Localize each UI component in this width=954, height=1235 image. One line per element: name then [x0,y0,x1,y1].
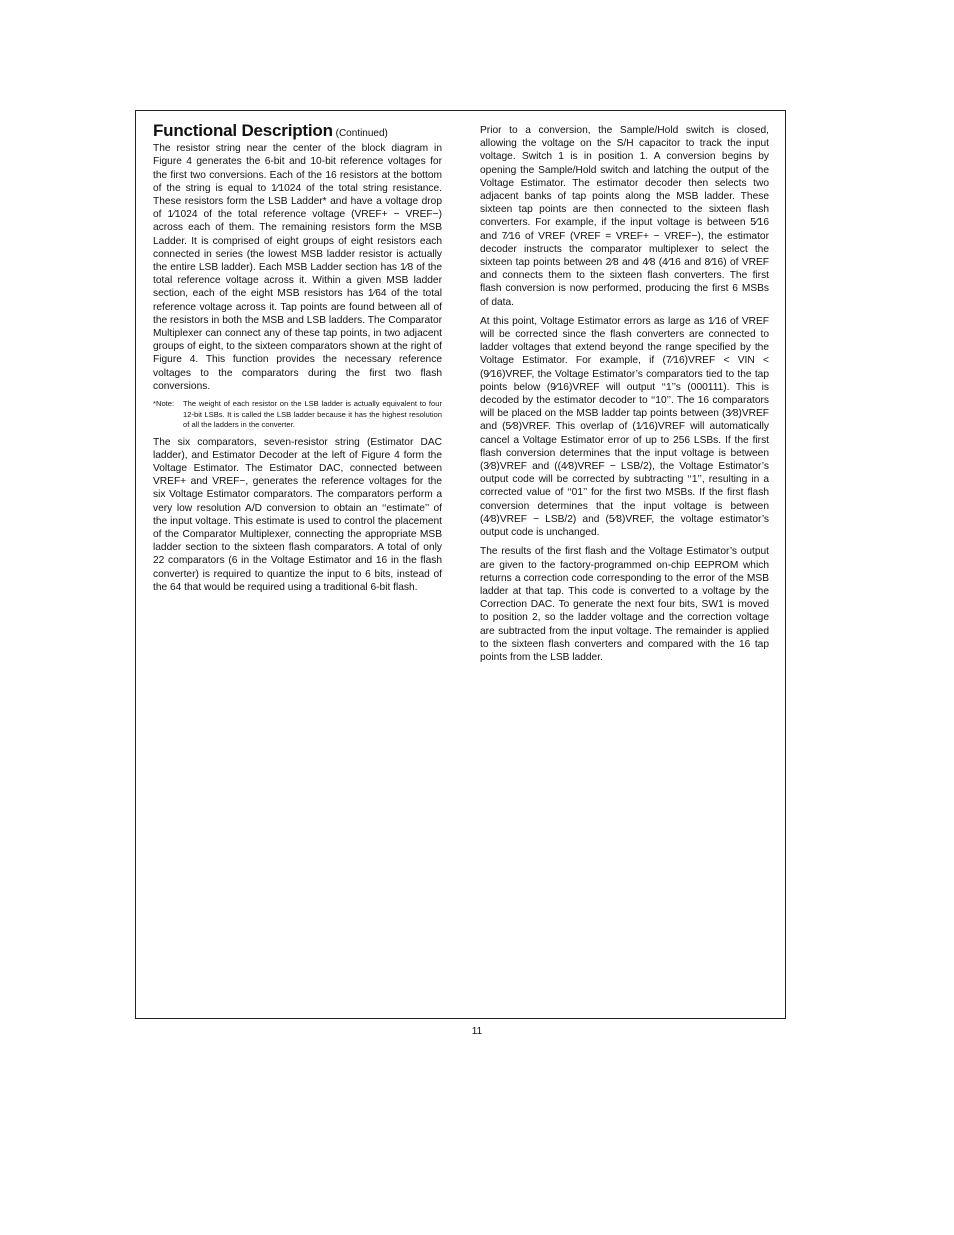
paragraph: The results of the first flash and the Voltage Estimator’s output are given to the factory-programmed on-chip EEPROM which returns a correction code corresponding to the error of the MSB ladder at that tap. This code is converted to a voltage by the Correction DAC. To generate the next four bits, SW1 is moved to position 2, so the ladder voltage and the correction voltage are subtracted from the input voltage. The remainder is applied to the sixteen flash converters and compared with the 16 tap points from the LSB ladder. [480,546,769,663]
page-number: 11 [471,1026,483,1037]
footnote-text: The weight of each resistor on the LSB ladder is actually equivalent to four 12-bit LSBs. It is called the LSB ladder because it has the highest resolution of all the ladders in the converter. [183,399,442,430]
paragraph: The six comparators, seven-resistor string (Estimator DAC ladder), and Estimator Decoder at the left of Figure 4 form the Voltage Estimator. The Estimator DAC, connected between VREF+ and VREF−, generates the reference voltages for the six Voltage Estimator comparators. The comparators perform a very low resolution A/D conversion to obtain an ‘‘estimate’’ of the input voltage. This estimate is used to control the placement of the Comparator Multiplexer, connecting the appropriate MSB ladder section to the sixteen flash comparators. A total of only 22 comparators (6 in the Voltage Estimator and 16 in the flash converter) is required to quantize the input to 6 bits, instead of the 64 that would be required using a traditional 6-bit flash. [153,436,442,593]
paragraph: At this point, Voltage Estimator errors as large as 1⁄16 of VREF will be corrected since the flash converters are connected to ladder voltages that extend beyond the range specified by the Voltage Estimator. For example, if (7⁄16)VREF < VIN < (9⁄16)VREF, the Voltage Estimator’s comparators tied to the tap points below (9⁄16)VREF will output ‘‘1’’s (000111). This is decoded by the estimator decoder to ‘‘10’’. The 16 comparators will be placed on the MSB ladder tap points between (3⁄8)VREF and (5⁄8)VREF. This overlap of (1⁄16)VREF will automatically cancel a Voltage Estimator error of up to 256 LSBs. If the first flash conversion determines that the input voltage is between (3⁄8)VREF and ((4⁄8)VREF − LSB/2), the Voltage Estimator’s output code will be corrected by subtracting ‘‘1’’, resulting in a corrected value of ‘‘01’’ for the first two MSBs. If the first flash conversion determines that the input voltage is between (4⁄8)VREF − LSB/2) and (5⁄8)VREF, the voltage estimator’s output code is unchanged. [480,315,769,539]
paragraph: The resistor string near the center of the block diagram in Figure 4 generates the 6-bit and 10-bit reference voltages for the first two conversions. Each of the 16 resistors at the bottom of the string is equal to 1⁄1024 of the total string resistance. These resistors form the LSB Ladder* and have a voltage drop of 1⁄1024 of the total reference voltage (VREF+ − VREF−) across each of them. The remaining resistors form the MSB Ladder. It is comprised of eight groups of eight resistors each connected in series (the lowest MSB ladder resistor is actually the entire LSB ladder). Each MSB Ladder section has 1⁄8 of the total reference voltage across it. Within a given MSB ladder section, each of the eight MSB resistors has 1⁄64 of the total reference voltage across it. Tap points are found between all of the resistors in both the MSB and LSB ladders. The Comparator Multiplexer can connect any of these tap points, in two adjacent groups of eight, to the sixteen comparators shown at the right of Figure 4. This function provides the necessary reference voltages to the comparators during the first two flash conversions. [153,143,442,392]
left-column [153,121,442,600]
footnote [153,399,442,431]
continued-label: (Continued) [335,128,388,139]
section-title: Functional Description [153,121,333,140]
paragraph: Prior to a conversion, the Sample/Hold switch is closed, allowing the voltage on the S/H capacitor to track the input voltage. Switch 1 is in position 1. A conversion begins by opening the Sample/Hold switch and latching the output of the Voltage Estimator. The estimator decoder then selects two adjacent banks of tap points along the MSB ladder. These sixteen tap points are then connected to the sixteen flash converters. For example, if the input voltage is between 5⁄16 and 7⁄16 of VREF (VREF = VREF+ − VREF−), the estimator decoder instructs the comparator multiplexer to select the sixteen tap points between 2⁄8 and 4⁄8 (4⁄16 and 8⁄16) of VREF and connects them to the sixteen flash converters. The first flash conversion is now performed, producing the first 6 MSBs of data. [480,125,769,308]
section-heading [153,121,442,140]
page-frame [135,110,786,1019]
right-column [480,124,769,670]
footnote-label: *Note: [153,399,175,409]
